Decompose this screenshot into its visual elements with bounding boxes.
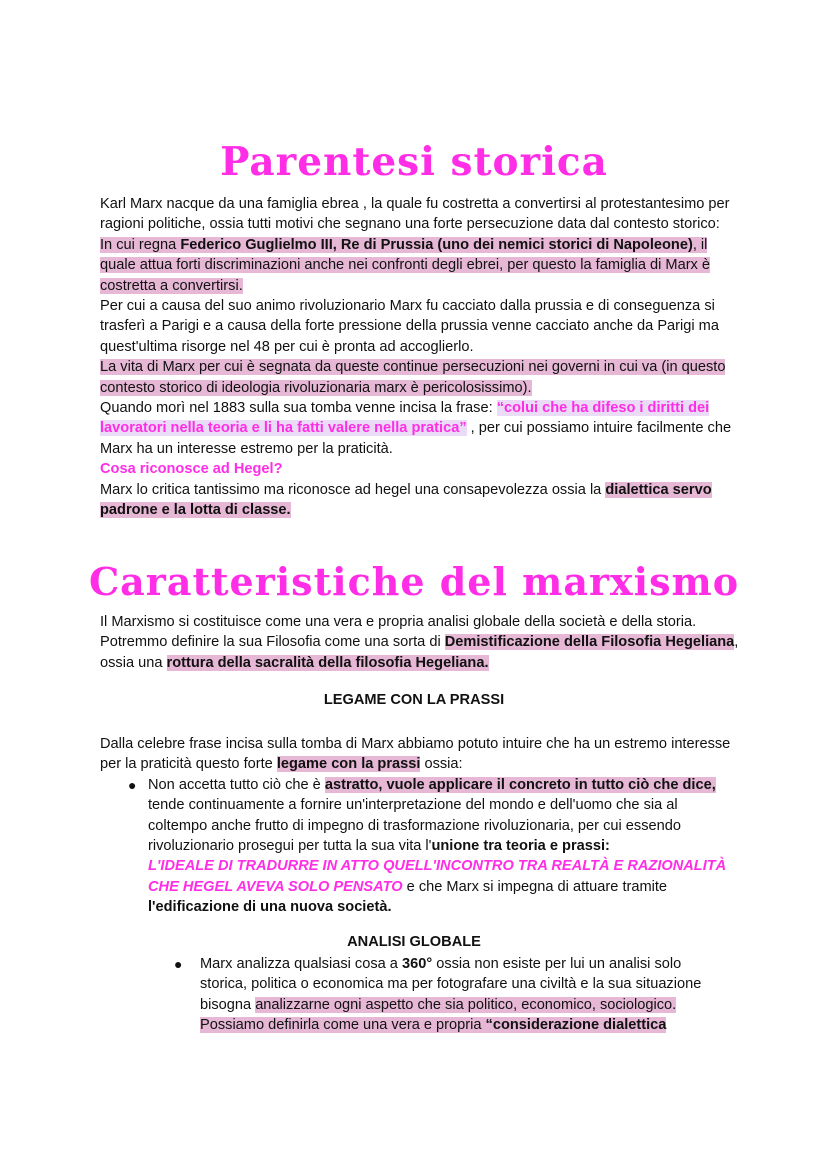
text-edificazione: l'edificazione di una nuova società. (148, 899, 392, 916)
text-discriminazioni: , il quale attua forti discriminazioni anche nei confronti degli ebrei, per questo la famiglia di Marx è costretta a convertirsi. (100, 236, 711, 294)
title-parentesi-storica: Parentesi storica (220, 139, 608, 185)
list-legame (100, 775, 740, 918)
text-intro: Karl Marx nacque da una famiglia ebrea , la quale fu costretta a convertirsi al protestantesimo per ragioni politiche, ossia tutti motivi che segnano una forte persecuzione data dal contesto storico: (100, 196, 730, 233)
heading-analisi-globale: ANALISI GLOBALE (347, 934, 481, 950)
text-concreto: , vuole applicare il concreto in tutto ciò che dice, (378, 776, 716, 793)
text-possiamo: Possiamo definirla come una vera e propria (200, 1017, 486, 1034)
heading-legame-prassi: LEGAME CON LA PRASSI (323, 692, 505, 708)
text-legame: legame con la prassi (276, 756, 421, 773)
text-360: 360° (401, 956, 433, 972)
list-item (100, 775, 740, 918)
text-unione: unione tra teoria e prassi: (431, 838, 610, 855)
text-ideale: L'IDEALE DI TRADURRE IN ATTO QUELL'INCONTRO TRA REALTÀ E RAZIONALITÀ CHE HEGEL AVEVA SOLO PENSATO (148, 858, 727, 895)
quote-tomba: “colui che ha difeso i diritti dei lavoratori nella teoria e li ha fatti valere nella pratica” (100, 400, 710, 437)
list-item (172, 954, 732, 1036)
text-celebre-frase: Dalla celebre frase incisa sulla tomba di Marx abbiamo potuto intuire che ha un estremo interesse per la praticità questo forte (100, 736, 731, 773)
question-hegel: Cosa riconosce ad Hegel? (100, 461, 283, 478)
bullet-icon: ● (128, 776, 137, 793)
text-rottura: rottura della sacralità della filosofia Hegeliana. (166, 654, 489, 671)
text-astratto: astratto (324, 776, 379, 793)
text-analisi-globale: Il Marxismo si costituisce come una vera e propria analisi globale della società e della storia. Potremmo definire la sua Filosofia come una sorta di (100, 614, 697, 651)
text-interpretazione: tende continuamente a fornire un'interpretazione del mondo e dell'uomo che sia al coltempo anche frutto di impegno di trasformazione rivoluzionaria, per cui essendo rivoluzionario prosegui per tutta la sua vita l' (148, 797, 681, 855)
text-mori: Quando morì nel 1883 sulla sua tomba venne incisa la frase: (100, 400, 497, 417)
text-ogni-aspetto: analizzarne ogni aspetto che sia politico, economico, sociologico. (255, 996, 677, 1013)
text-federico: Federico Guglielmo III, Re di Prussia (uno dei nemici storici di Napoleone) (180, 236, 693, 253)
text-praticita: , per cui possiamo intuire facilmente che Marx ha un interesse estremo per la praticità. (100, 420, 732, 457)
title-caratteristiche-marxismo: Caratteristiche del marxismo (88, 559, 740, 604)
text-critica: Marx lo critica tantissimo ma riconosce ad hegel una consapevolezza ossia la (100, 481, 606, 498)
text-ossia-colon: ossia: (420, 756, 463, 773)
paragraph-marxismo (100, 612, 740, 673)
text-regna-prefix: In cui regna (100, 236, 181, 253)
text-dialettica: dialettica servo padrone e la lotta di classe. (100, 481, 712, 519)
text-ossia: , ossia una (100, 634, 739, 671)
bullet-icon: ● (174, 956, 183, 972)
list-analisi (172, 954, 732, 1036)
text-cacciato: Per cui a causa del suo animo rivoluzionario Marx fu cacciato dalla prussia e di conseguenza si trasferì a Parigi e a causa della forte pressione della prussia venne cacciato anche da Parigi ma quest'ultima risorge nel 48 per cui è pronta ad accoglierlo. (100, 298, 719, 355)
paragraph-legame-prassi (100, 734, 740, 918)
text-attuare: e che Marx si impegna di attuare tramite (402, 878, 668, 895)
paragraph-parentesi-storica (100, 194, 740, 521)
paragraph-analisi-globale (172, 954, 732, 1036)
text-demistificazione: Demistificazione della Filosofia Hegeliana (444, 634, 735, 651)
text-persecuzioni: La vita di Marx per cui è segnata da queste continue persecuzioni nei governi in cui va (in questo contesto storico di ideologia rivoluzionaria marx è pericolosissimo). (100, 359, 726, 396)
text-non-accetta: Non accetta tutto ciò che è (148, 776, 325, 793)
text-analizza: Marx analizza qualsiasi cosa a (200, 956, 402, 972)
text-fotografare: ossia non esiste per lui un analisi solo storica, politica o economica ma per fotografare una civiltà e la sua situazione bisogna (200, 956, 702, 1013)
text-considerazione: “considerazione dialettica (485, 1017, 667, 1034)
